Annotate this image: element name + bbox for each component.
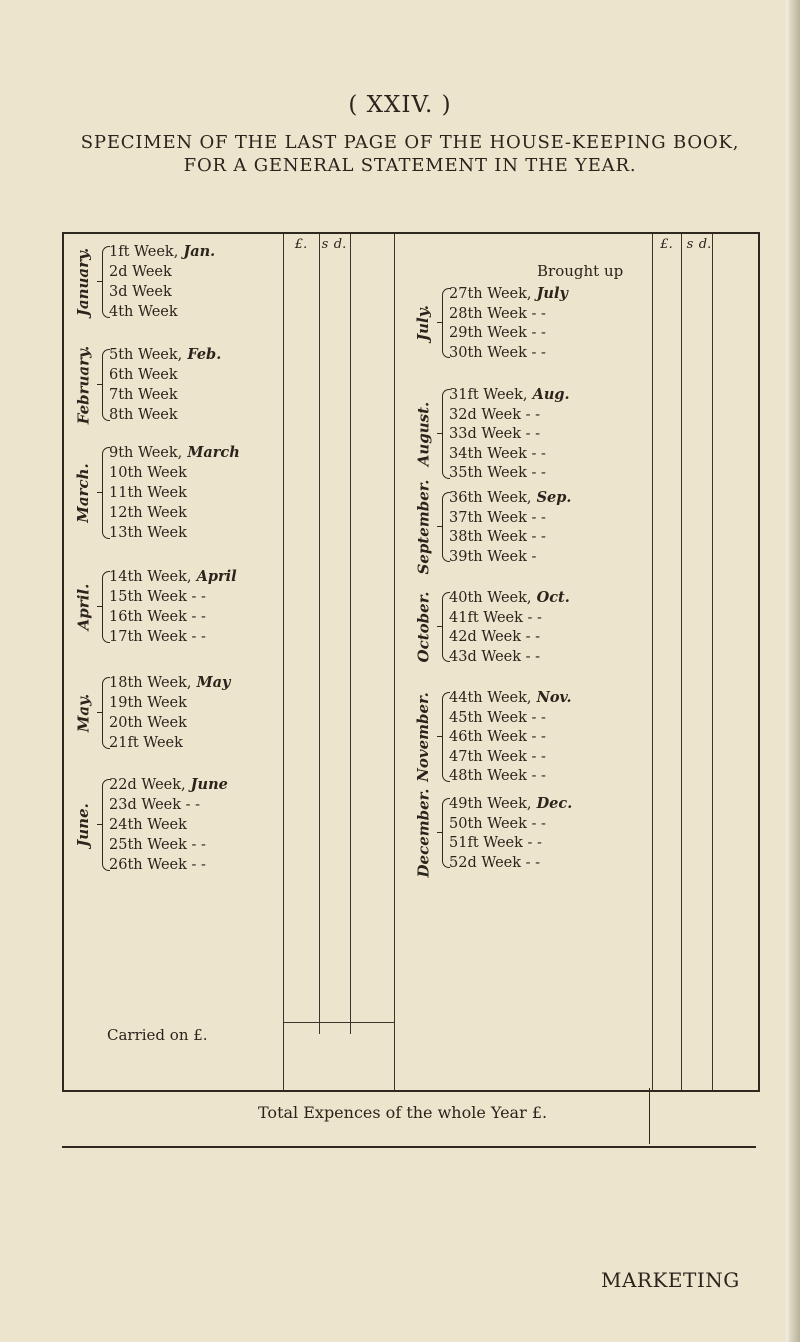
month-label-june <box>70 775 96 875</box>
right-shillings-heading: s <box>686 237 694 252</box>
right-pounds-rule <box>652 234 653 1090</box>
week-label: 33d Week - - <box>449 426 541 442</box>
right-pounds-heading: £. <box>660 237 673 252</box>
week-label: 50th Week - - <box>449 815 546 832</box>
week-entry <box>109 443 240 463</box>
week-label: 40th Week, <box>449 590 532 606</box>
week-entry <box>449 547 536 567</box>
week-entry <box>109 242 215 262</box>
right-pence-heading: d. <box>698 237 712 252</box>
week-label: 16th Week - - <box>109 609 206 625</box>
week-label: 27th Week, <box>449 286 532 302</box>
left-pounds-rule <box>283 234 284 1090</box>
week-month-abbrev: May <box>191 674 231 691</box>
week-entry <box>449 766 546 786</box>
week-entry <box>449 385 570 405</box>
week-label: 45th Week - - <box>449 709 546 726</box>
week-entry <box>109 302 178 322</box>
month-name: September. <box>414 479 432 575</box>
center-divider-rule <box>394 234 395 1090</box>
week-entry <box>449 424 540 444</box>
week-entry <box>449 853 540 873</box>
month-label-april <box>70 567 96 647</box>
month-name: November. <box>414 691 433 782</box>
week-label: 7th Week <box>109 387 178 403</box>
week-label: 42d Week - - <box>449 629 541 645</box>
week-entry <box>109 587 206 607</box>
week-entry <box>449 833 542 853</box>
week-label: 51ft Week - - <box>449 835 542 851</box>
week-month-abbrev: Feb. <box>182 346 222 363</box>
week-entry <box>109 627 206 647</box>
week-label: 21ft Week <box>109 735 183 751</box>
ledger-table <box>62 232 760 1092</box>
month-label-february <box>70 345 96 425</box>
week-label: 37th Week - - <box>449 509 546 526</box>
catchword: MARKETING <box>601 1268 740 1292</box>
week-label: 35th Week - - <box>449 465 546 481</box>
week-entry <box>109 405 178 425</box>
week-entry <box>109 835 206 855</box>
month-name: February. <box>74 345 93 425</box>
week-label: 22d Week, <box>109 777 186 793</box>
month-name: June. <box>74 803 92 847</box>
month-label-july <box>410 284 436 362</box>
week-entry <box>109 483 187 503</box>
bottom-rule <box>62 1146 756 1148</box>
month-name: October. <box>414 591 433 663</box>
left-pence-rule <box>350 234 351 1034</box>
week-entry <box>449 343 546 363</box>
page-number: ( XXIV. ) <box>348 92 452 118</box>
week-label: 23d Week - - <box>109 797 201 813</box>
month-label-november <box>410 688 436 786</box>
left-shillings-rule <box>319 234 320 1034</box>
week-entry <box>449 488 571 508</box>
week-entry <box>449 284 568 304</box>
week-label: 10th Week <box>109 465 187 481</box>
week-month-abbrev: Sep. <box>531 489 572 506</box>
week-entry <box>109 693 187 713</box>
week-label: 43d Week - - <box>449 648 541 665</box>
week-label: 2d Week <box>109 264 172 280</box>
month-label-march <box>70 443 96 543</box>
week-month-abbrev: Dec. <box>531 795 573 812</box>
month-name: July. <box>414 305 433 341</box>
month-label-january <box>70 242 96 322</box>
week-label: 6th Week <box>109 367 178 383</box>
month-label-december <box>410 788 436 878</box>
week-entry <box>109 815 187 835</box>
week-entry <box>449 794 572 814</box>
week-entry <box>109 795 200 815</box>
left-pence-heading: d. <box>333 237 347 252</box>
week-label: 26th Week - - <box>109 857 206 873</box>
week-entry <box>109 733 183 753</box>
total-expences-label: Total Expences of the whole Year £. <box>258 1103 548 1122</box>
week-label: 28th Week - - <box>449 305 546 322</box>
carried-on-label: Carried on £. <box>107 1026 208 1044</box>
week-label: 25th Week - - <box>109 837 206 853</box>
week-entry <box>449 814 546 834</box>
month-name: May. <box>74 693 93 733</box>
month-name: January. <box>74 247 92 317</box>
week-entry <box>109 365 178 385</box>
week-entry <box>449 444 546 464</box>
week-entry <box>109 523 187 543</box>
week-month-abbrev: Nov. <box>531 689 572 706</box>
week-label: 12th Week <box>109 505 187 521</box>
month-label-october <box>410 588 436 666</box>
week-entry <box>449 323 546 343</box>
week-month-abbrev: March <box>182 444 240 461</box>
week-entry <box>109 855 206 875</box>
week-label: 11th Week <box>109 485 187 501</box>
month-name: April. <box>74 583 92 631</box>
week-entry <box>449 405 540 425</box>
week-entry <box>109 385 178 405</box>
page-title-line-1: SPECIMEN OF THE LAST PAGE OF THE HOUSE-KEEPING BOOK, <box>80 132 740 153</box>
month-name: August. <box>414 401 433 467</box>
week-label: 31ft Week, <box>449 387 528 403</box>
week-entry <box>449 304 546 324</box>
week-label: 3d Week <box>109 284 172 300</box>
week-entry <box>449 647 540 667</box>
week-month-abbrev: June <box>185 776 228 793</box>
month-label-august <box>410 385 436 483</box>
week-label: 24th Week <box>109 817 187 833</box>
week-entry <box>109 262 172 282</box>
week-label: 15th Week - - <box>109 589 206 605</box>
week-month-abbrev: Jan. <box>178 243 216 260</box>
week-entry <box>449 747 546 767</box>
week-label: 18th Week, <box>109 675 192 691</box>
week-month-abbrev: April <box>191 568 237 585</box>
week-label: 29th Week - - <box>449 325 546 341</box>
week-entry <box>449 608 542 628</box>
week-label: 44th Week, <box>449 690 532 706</box>
week-label: 5th Week, <box>109 347 183 363</box>
week-entry <box>449 727 546 747</box>
week-label: 49th Week, <box>449 796 532 812</box>
week-entry <box>109 567 237 587</box>
week-label: 14th Week, <box>109 569 192 585</box>
week-label: 1ft Week, <box>109 244 179 260</box>
week-label: 20th Week <box>109 715 187 731</box>
week-entry <box>449 688 572 708</box>
month-label-may <box>70 673 96 753</box>
brought-up-label: Brought up <box>537 262 624 280</box>
week-month-abbrev: Oct. <box>531 589 570 606</box>
page-edge <box>786 0 800 1342</box>
week-label: 46th Week - - <box>449 729 546 745</box>
right-shillings-rule <box>681 234 682 1090</box>
week-entry <box>109 282 172 302</box>
week-entry <box>109 607 206 627</box>
left-pounds-heading: £. <box>294 237 308 252</box>
week-label: 36th Week, <box>449 490 532 506</box>
week-entry <box>109 503 187 523</box>
week-label: 38th Week - - <box>449 529 546 545</box>
left-carried-rule <box>283 1022 394 1023</box>
week-label: 30th Week - - <box>449 344 546 361</box>
week-label: 13th Week <box>109 525 187 541</box>
week-entry <box>449 508 546 528</box>
month-name: December. <box>414 788 433 878</box>
week-entry <box>109 775 228 795</box>
week-entry <box>109 673 230 693</box>
right-pence-rule <box>712 234 713 1090</box>
week-entry <box>109 345 221 365</box>
week-label: 32d Week - - <box>449 406 541 423</box>
week-month-abbrev: Aug. <box>527 386 570 403</box>
week-entry <box>449 588 570 608</box>
week-entry <box>449 527 546 547</box>
week-entry <box>449 627 540 647</box>
week-label: 41ft Week - - <box>449 609 542 626</box>
week-label: 8th Week <box>109 407 178 423</box>
week-label: 9th Week, <box>109 445 183 461</box>
total-box-rule <box>649 1088 650 1144</box>
week-entry <box>109 713 187 733</box>
week-label: 52d Week - - <box>449 854 541 871</box>
week-entry <box>449 463 546 483</box>
week-label: 19th Week <box>109 695 187 711</box>
week-month-abbrev: July <box>531 285 568 302</box>
week-label: 47th Week - - <box>449 748 546 765</box>
week-entry <box>449 708 546 728</box>
week-label: 17th Week - - <box>109 629 206 645</box>
week-label: 4th Week <box>109 304 178 320</box>
week-entry <box>109 463 187 483</box>
week-label: 34th Week - - <box>449 445 546 462</box>
month-label-september <box>410 479 436 575</box>
week-label: 39th Week - <box>449 548 537 565</box>
month-name: March. <box>74 463 92 523</box>
left-shillings-heading: s <box>321 237 329 252</box>
page-title-line-2: FOR A GENERAL STATEMENT IN THE YEAR. <box>183 155 637 176</box>
week-label: 48th Week - - <box>449 768 546 784</box>
